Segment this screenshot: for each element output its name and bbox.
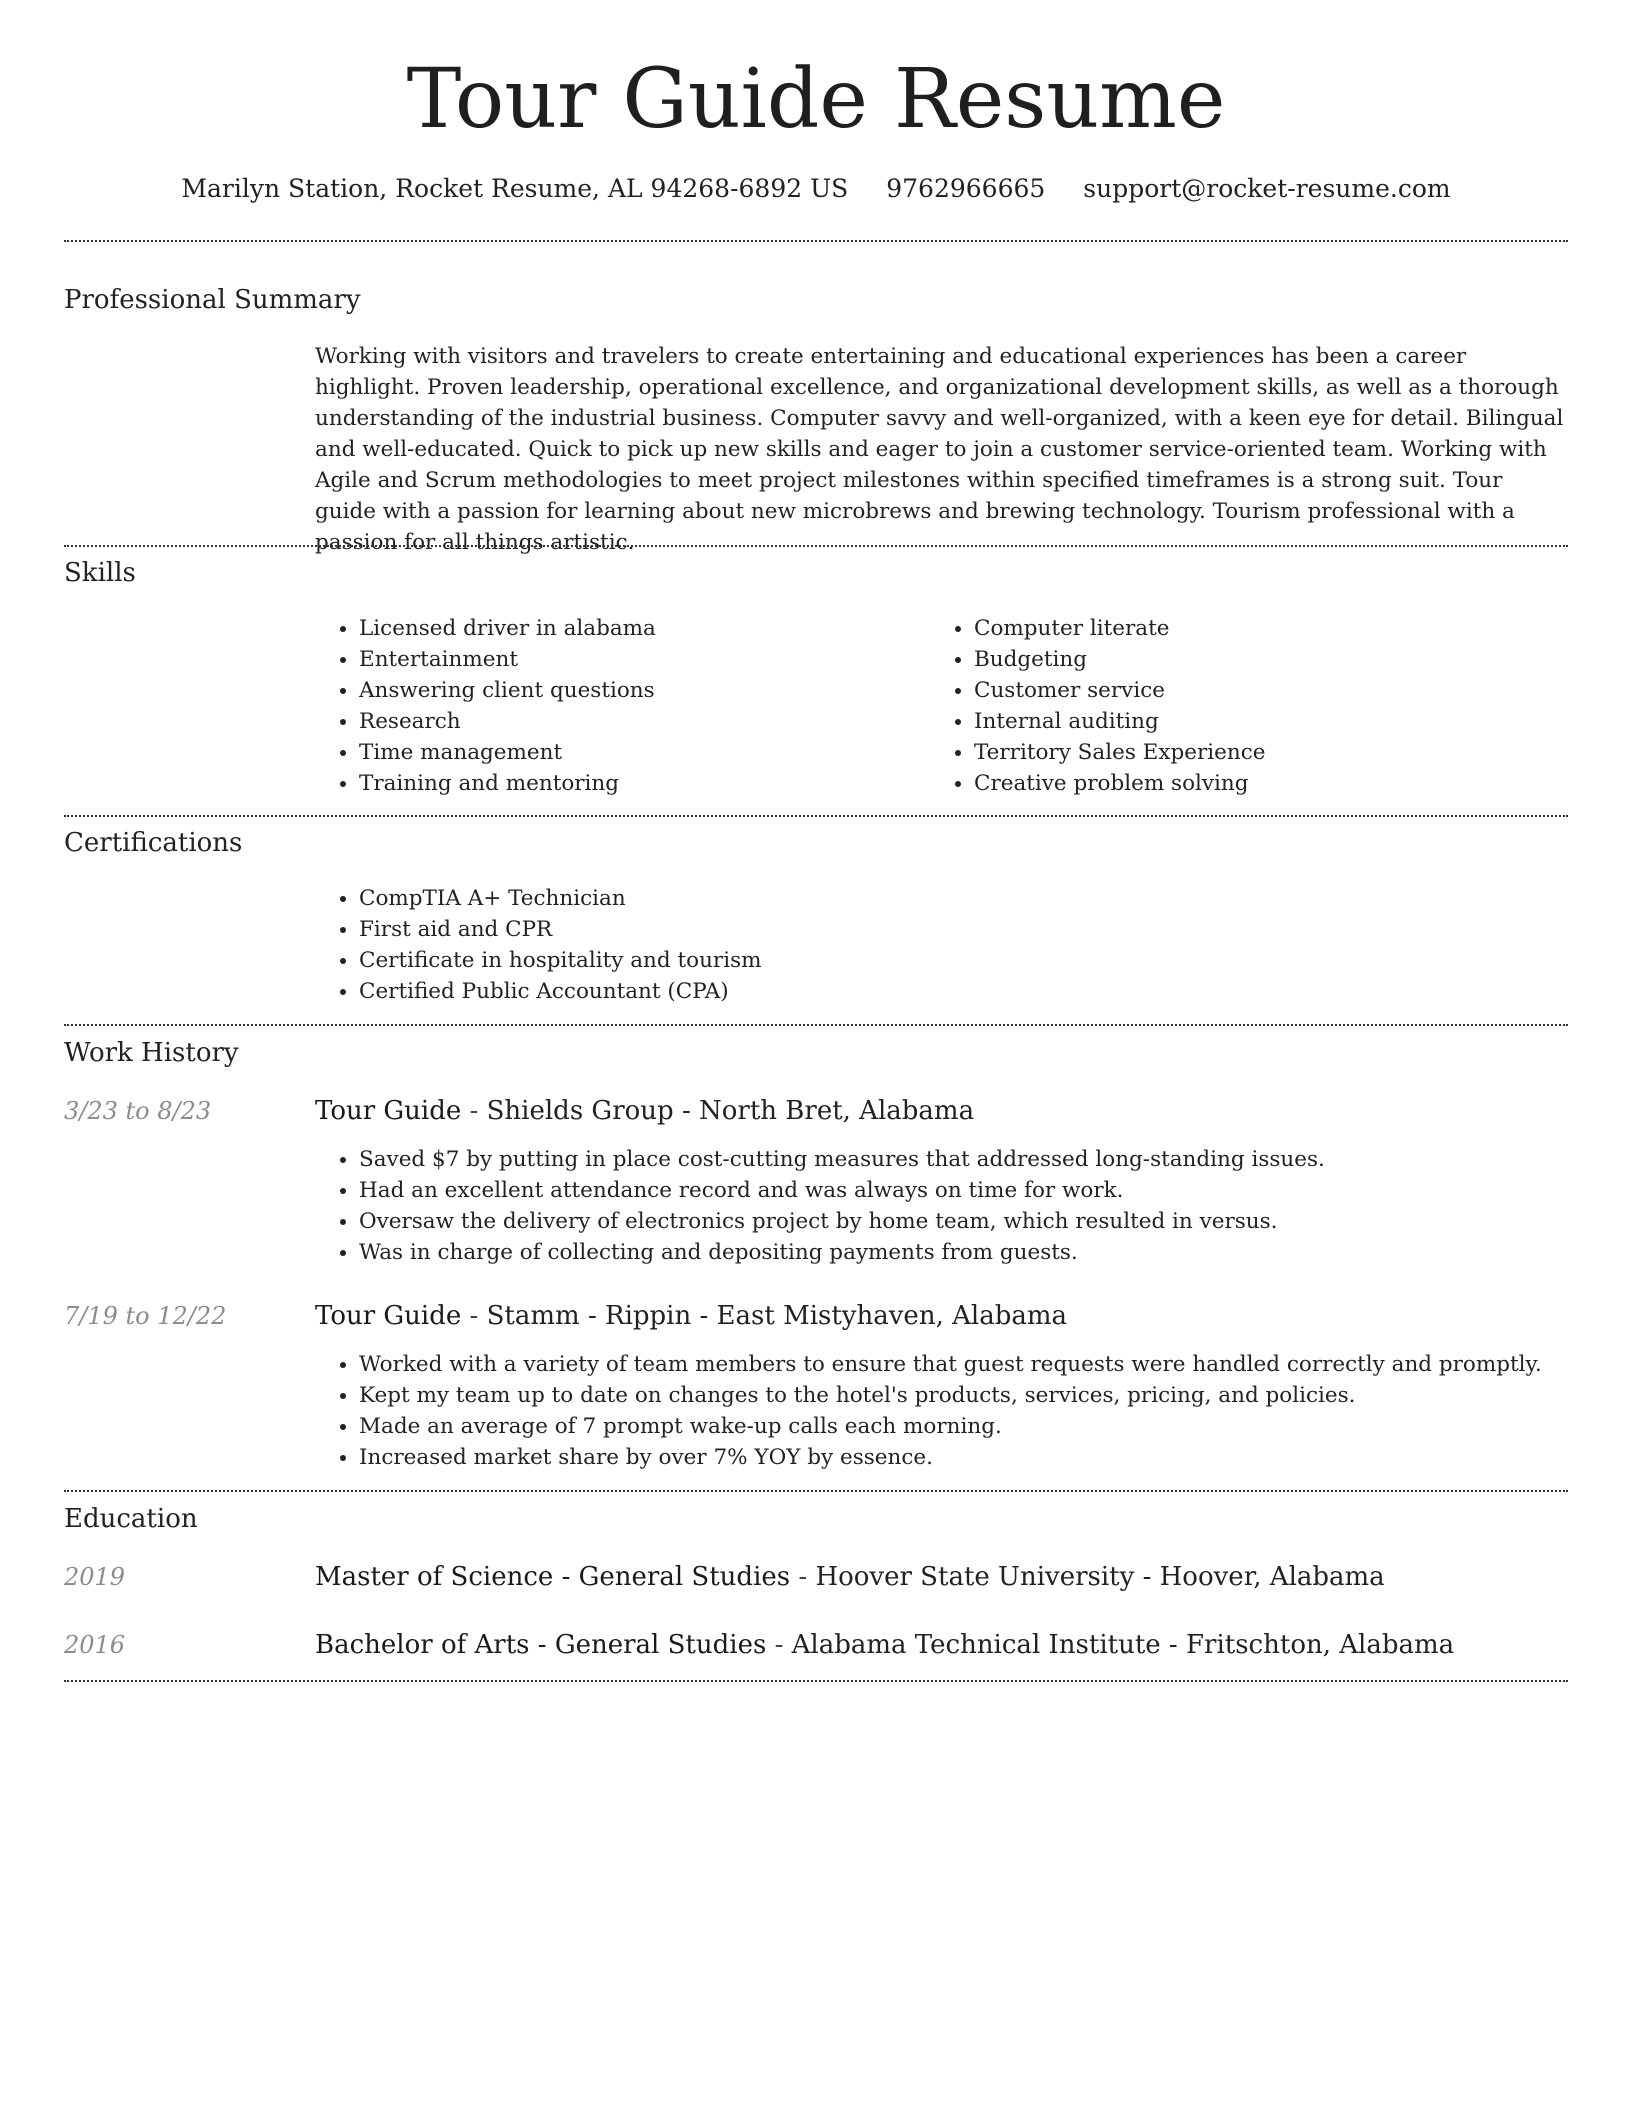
resume-title: Tour Guide Resume xyxy=(406,52,1226,147)
certification-item: • CompTIA A+ Technician xyxy=(359,883,1559,914)
skill-item: • Entertainment xyxy=(359,644,919,675)
education-year: 2019 xyxy=(64,1563,126,1591)
job-company: Stamm - Rippin - East Mistyhaven, Alabama xyxy=(486,1301,1067,1331)
education-separator: - xyxy=(790,1562,816,1592)
education-entry xyxy=(315,1560,1385,1594)
job-separator: - xyxy=(461,1301,487,1331)
job-bullet: • Oversaw the delivery of electronics project by home team, which resulted in versus. xyxy=(359,1206,1609,1237)
skill-item: • Computer literate xyxy=(974,613,1574,644)
job-bullet: • Increased market share by over 7% YOY by essence. xyxy=(359,1442,1609,1473)
certification-item: • Certified Public Accountant (CPA) xyxy=(359,976,1559,1007)
education-school: Hoover State University - Hoover, Alabama xyxy=(815,1562,1385,1592)
skill-item: • Territory Sales Experience xyxy=(974,737,1574,768)
skill-item: • Training and mentoring xyxy=(359,768,919,799)
skills-list-left xyxy=(315,613,919,799)
job-bullets xyxy=(315,1349,1609,1473)
skills-heading: Skills xyxy=(64,558,136,588)
summary-text: Working with visitors and travelers to create entertaining and educational experiences has been a career highlight. Proven leadership, operational excellence, and organizational development skills, as well as a thorough understanding of the industrial business. Computer savvy and well-organized, with a keen eye for detail. Bilingual and well-educated. Quick to pick up new skills and eager to join a customer service-oriented team. Working with Agile and Scrum methodologies to meet project milestones within specified timeframes is a strong suit. Tour guide with a passion for learning about new microbrews and brewing technology. Tourism professional with a passion for all things artistic. xyxy=(315,344,1564,555)
education-degree: Bachelor of Arts - General Studies xyxy=(315,1630,767,1660)
divider xyxy=(64,545,1568,547)
summary-heading: Professional Summary xyxy=(64,285,361,315)
divider xyxy=(64,1490,1568,1492)
job-bullet: • Made an average of 7 prompt wake-up calls each morning. xyxy=(359,1411,1609,1442)
job-bullet: • Had an excellent attendance record and was always on time for work. xyxy=(359,1175,1609,1206)
skill-item: • Customer service xyxy=(974,675,1574,706)
divider xyxy=(64,1680,1568,1682)
work-heading: Work History xyxy=(64,1038,239,1068)
skill-item: • Internal auditing xyxy=(974,706,1574,737)
job-separator: - xyxy=(461,1096,487,1126)
job-role: Tour Guide xyxy=(315,1096,462,1126)
education-separator: - xyxy=(766,1630,792,1660)
contact-address: Marilyn Station, Rocket Resume, AL 94268-6892 US xyxy=(181,174,849,203)
certification-item: • Certificate in hospitality and tourism xyxy=(359,945,1559,976)
skill-item: • Licensed driver in alabama xyxy=(359,613,919,644)
skills-list-right xyxy=(930,613,1574,799)
contact-line xyxy=(0,170,1632,208)
certifications-heading: Certifications xyxy=(64,828,243,858)
job-title xyxy=(315,1094,974,1128)
certification-item: • First aid and CPR xyxy=(359,914,1559,945)
job-dates: 3/23 to 8/23 xyxy=(64,1097,212,1125)
skill-item: • Answering client questions xyxy=(359,675,919,706)
contact-phone: 9762966665 xyxy=(886,174,1046,203)
job-role: Tour Guide xyxy=(315,1301,462,1331)
education-degree: Master of Science - General Studies xyxy=(315,1562,791,1592)
job-title xyxy=(315,1299,1067,1333)
job-bullet: • Worked with a variety of team members to ensure that guest requests were handled correctly and promptly. xyxy=(359,1349,1609,1380)
divider xyxy=(64,815,1568,817)
job-bullet: • Was in charge of collecting and depositing payments from guests. xyxy=(359,1237,1609,1268)
contact-email: support@rocket-resume.com xyxy=(1083,174,1451,203)
education-school: Alabama Technical Institute - Fritschton, Alabama xyxy=(791,1630,1455,1660)
certifications-list xyxy=(315,883,1559,1007)
job-bullet: • Saved $7 by putting in place cost-cutting measures that addressed long-standing issues. xyxy=(359,1144,1609,1175)
skill-item: • Research xyxy=(359,706,919,737)
education-heading: Education xyxy=(64,1504,198,1534)
divider xyxy=(64,1024,1568,1026)
job-bullet: • Kept my team up to date on changes to the hotel's products, services, pricing, and policies. xyxy=(359,1380,1609,1411)
job-company: Shields Group - North Bret, Alabama xyxy=(486,1096,975,1126)
job-dates: 7/19 to 12/22 xyxy=(64,1302,227,1330)
divider xyxy=(64,240,1568,242)
job-bullets xyxy=(315,1144,1609,1268)
skill-item: • Creative problem solving xyxy=(974,768,1574,799)
education-year: 2016 xyxy=(64,1631,126,1659)
skill-item: • Budgeting xyxy=(974,644,1574,675)
skill-item: • Time management xyxy=(359,737,919,768)
education-entry xyxy=(315,1628,1454,1662)
